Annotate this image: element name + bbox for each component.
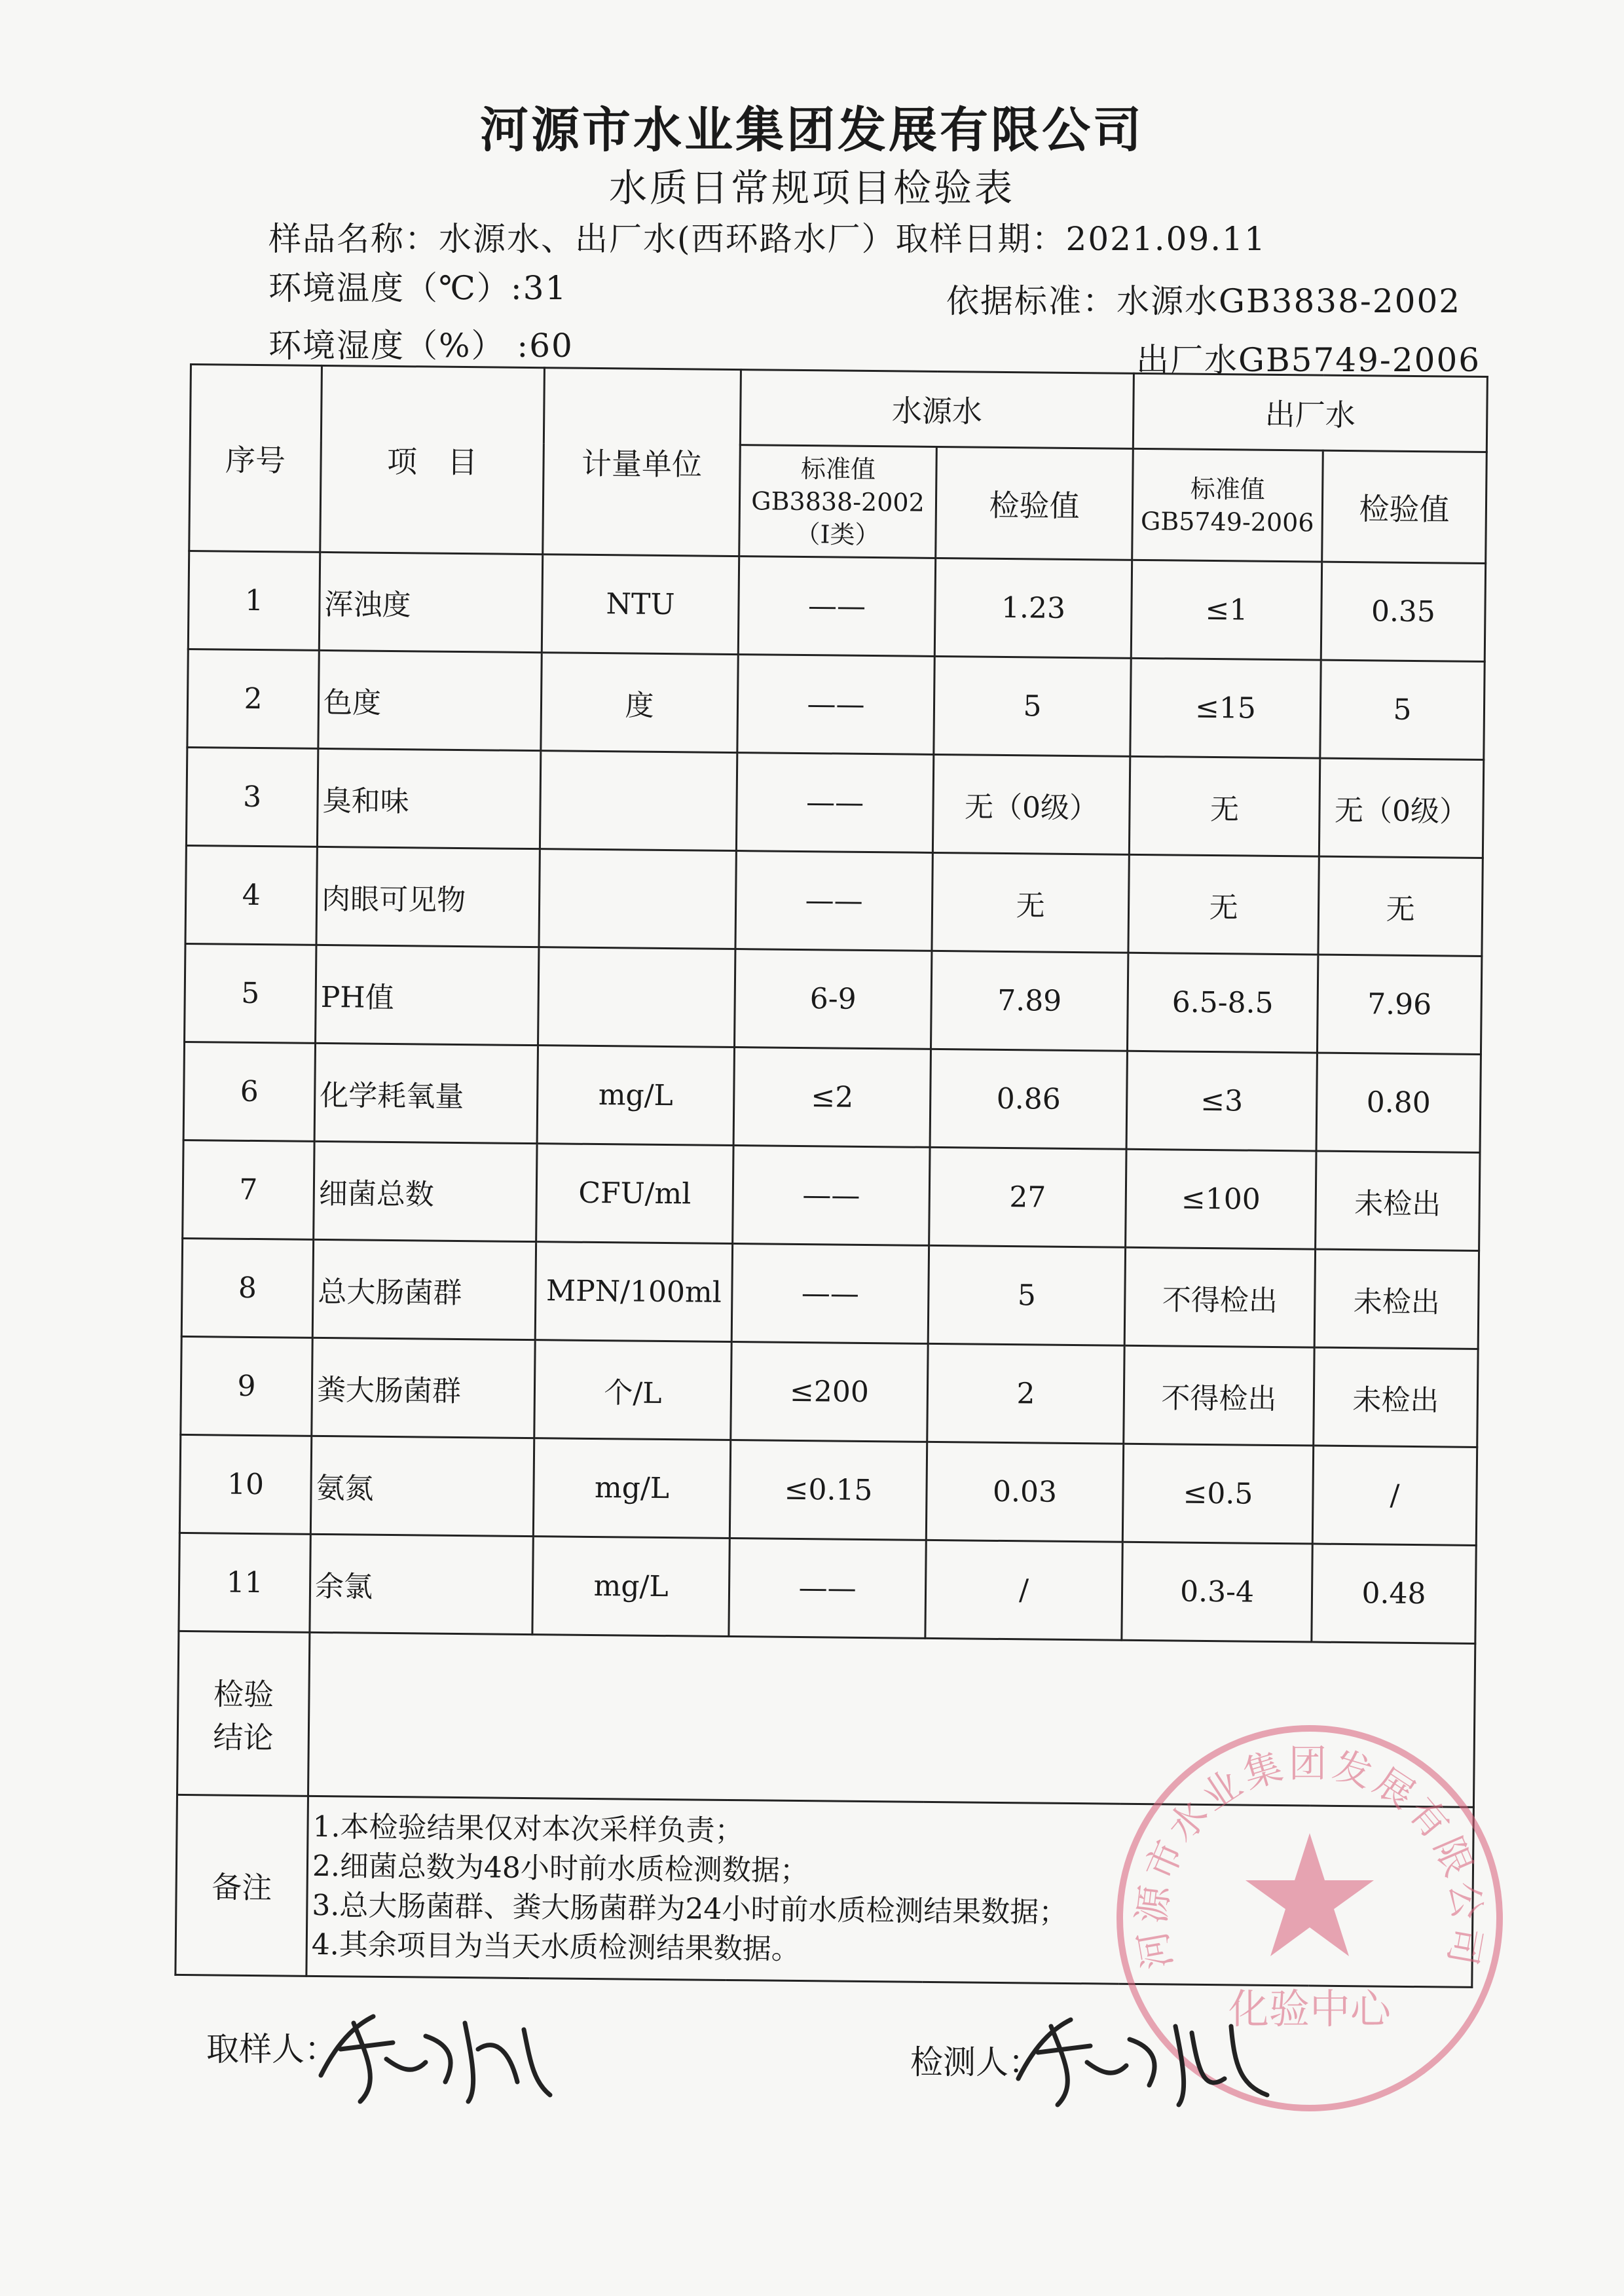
- cell-factory-standard: 无: [1128, 854, 1319, 955]
- cell-item: 总大肠菌群: [312, 1239, 536, 1339]
- table-row: [185, 943, 1482, 1054]
- header-factory-standard-l1: 标准值: [1190, 474, 1265, 504]
- table-row: [187, 649, 1485, 759]
- cell-no: 4: [185, 845, 317, 945]
- cell-item: 氨氮: [310, 1436, 534, 1536]
- header-source-standard-l3: （Ⅰ类）: [795, 519, 880, 549]
- cell-factory-standard: ≤15: [1130, 658, 1321, 758]
- cell-no: 1: [188, 551, 320, 651]
- cell-factory-standard: 无: [1129, 756, 1320, 856]
- cell-factory-standard: ≤100: [1126, 1149, 1316, 1249]
- cell-source-value: 0.03: [926, 1442, 1123, 1542]
- cell-no: 10: [179, 1434, 311, 1534]
- cell-factory-value: 未检出: [1314, 1347, 1478, 1447]
- cell-factory-standard: 不得检出: [1124, 1345, 1314, 1446]
- cell-factory-standard: 不得检出: [1124, 1247, 1315, 1347]
- cell-unit: [539, 849, 736, 949]
- conclusion-label-l1: 检验: [213, 1675, 274, 1712]
- cell-item: 细菌总数: [314, 1141, 537, 1241]
- header-unit: 计量单位: [543, 368, 741, 556]
- remark-4: 4.其余项目为当天水质检测结果数据。: [311, 1927, 801, 1967]
- header-source-standard-l2: GB3838-2002: [751, 486, 925, 517]
- cell-unit: mg/L: [537, 1046, 734, 1146]
- cell-factory-value: 0.48: [1312, 1544, 1476, 1643]
- cell-factory-standard: ≤0.5: [1122, 1444, 1313, 1544]
- cell-source-standard: ——: [738, 556, 935, 657]
- header-source-standard-l1: 标准值: [800, 454, 876, 484]
- cell-item: 化学耗氧量: [314, 1043, 538, 1143]
- cell-source-value: 27: [929, 1147, 1126, 1247]
- cell-source-standard: ——: [733, 1146, 930, 1246]
- cell-unit: MPN/100ml: [535, 1242, 732, 1342]
- cell-item: PH值: [316, 945, 539, 1045]
- cell-source-standard: ——: [735, 851, 932, 951]
- header-factory-water: 出厂水: [1133, 373, 1487, 452]
- header-factory-test-value: 检验值: [1322, 450, 1487, 563]
- cell-factory-standard: 0.3-4: [1122, 1542, 1312, 1642]
- cell-factory-value: 无（0级）: [1319, 758, 1483, 858]
- seal-center-text: 化验中心: [1228, 1985, 1392, 2033]
- cell-source-value: 5: [928, 1245, 1125, 1345]
- header-source-test-value: 检验值: [936, 446, 1134, 560]
- standard-line-2: 出厂水GB5749-2006: [1136, 341, 1481, 379]
- header-factory-standard: [1132, 448, 1323, 562]
- cell-source-value: 2: [927, 1343, 1124, 1444]
- conclusion-label: [177, 1631, 310, 1796]
- cell-source-value: 无: [932, 852, 1129, 953]
- header-no: 序号: [189, 365, 322, 553]
- cell-source-standard: ——: [736, 753, 933, 853]
- cell-source-standard: ≤2: [733, 1048, 931, 1148]
- cell-source-value: 无（0级）: [932, 754, 1130, 854]
- cell-unit: 个/L: [534, 1340, 731, 1440]
- cell-item: 粪大肠菌群: [312, 1338, 535, 1438]
- cell-no: 11: [179, 1533, 310, 1632]
- humidity-line: 环境湿度（%） :60: [268, 327, 574, 365]
- cell-source-standard: ≤200: [731, 1342, 928, 1442]
- cell-item: 浑浊度: [319, 552, 542, 652]
- table-row: [188, 551, 1485, 662]
- standard-line-1: 依据标准：水源水GB3838-2002: [946, 282, 1462, 320]
- cell-source-standard: ——: [737, 655, 934, 755]
- cell-no: 6: [183, 1042, 315, 1141]
- cell-factory-value: 7.96: [1317, 955, 1481, 1054]
- cell-no: 9: [181, 1336, 312, 1436]
- temperature-line: 环境温度（℃）:31: [268, 269, 568, 307]
- cell-factory-value: 未检出: [1316, 1151, 1480, 1250]
- cell-no: 2: [187, 649, 319, 748]
- header-source-standard: [739, 445, 937, 558]
- seal-star-icon: [1246, 1833, 1374, 1956]
- cell-factory-value: 5: [1320, 660, 1485, 759]
- table-row: [185, 845, 1483, 956]
- cell-source-value: 7.89: [931, 951, 1128, 1051]
- table-row: [179, 1434, 1477, 1545]
- remarks-label: 备注: [175, 1795, 308, 1976]
- cell-source-standard: ≤0.15: [729, 1440, 927, 1540]
- cell-source-value: 5: [934, 656, 1131, 756]
- cell-item: 臭和味: [317, 748, 540, 848]
- sample-name-line: 样品名称：水源水、出厂水(西环路水厂）取样日期：2021.09.11: [268, 220, 1266, 258]
- cell-unit: NTU: [542, 555, 739, 655]
- table-row: [181, 1238, 1479, 1349]
- cell-factory-standard: ≤1: [1131, 560, 1321, 660]
- cell-source-value: /: [925, 1540, 1122, 1640]
- header-item: 项 目: [320, 365, 545, 554]
- table-row: [179, 1533, 1476, 1643]
- table-row: [186, 747, 1483, 858]
- remark-3: 3.总大肠菌群、粪大肠菌群为24小时前水质检测结果数据；: [312, 1888, 1068, 1929]
- header-row-1: [190, 365, 1487, 452]
- cell-source-value: 0.86: [930, 1049, 1127, 1149]
- tester-label: 检测人：: [910, 2043, 1041, 2081]
- cell-factory-value: 0.80: [1316, 1053, 1481, 1152]
- cell-source-standard: 6-9: [735, 949, 932, 1049]
- conclusion-label-l2: 结论: [213, 1719, 274, 1755]
- cell-source-standard: ——: [731, 1244, 929, 1344]
- cell-no: 3: [186, 747, 318, 847]
- header-source-water: 水源水: [740, 370, 1134, 449]
- tester-signature: [1008, 2000, 1283, 2111]
- cell-source-value: 1.23: [934, 558, 1132, 658]
- cell-unit: CFU/ml: [536, 1144, 733, 1244]
- remark-1: 1.本检验结果仅对本次采样负责；: [312, 1810, 744, 1848]
- cell-no: 7: [183, 1140, 314, 1239]
- cell-no: 5: [185, 943, 316, 1043]
- header-factory-standard-l2: GB5749-2006: [1140, 506, 1314, 537]
- table-row: [183, 1042, 1481, 1152]
- cell-factory-standard: ≤3: [1126, 1051, 1317, 1151]
- table-row: [181, 1336, 1478, 1447]
- cell-factory-standard: 6.5-8.5: [1127, 953, 1318, 1053]
- cell-unit: 度: [541, 653, 738, 753]
- cell-item: 色度: [318, 650, 542, 750]
- seal-arc-text: 河源市水业集团发展有限公司: [1129, 1741, 1490, 1973]
- cell-unit: mg/L: [532, 1537, 729, 1637]
- sampler-signature: [314, 1997, 563, 2108]
- cell-unit: mg/L: [533, 1438, 730, 1539]
- cell-no: 8: [181, 1238, 313, 1338]
- table-row: [183, 1140, 1480, 1250]
- form-title: 水质日常规项目检验表: [608, 166, 1015, 210]
- cell-factory-value: /: [1312, 1446, 1477, 1545]
- cell-source-standard: ——: [729, 1538, 926, 1638]
- cell-factory-value: 0.35: [1321, 562, 1485, 661]
- cell-item: 肉眼可见物: [316, 847, 540, 947]
- remark-2: 2.细菌总数为48小时前水质检测数据；: [312, 1849, 809, 1888]
- sampler-label: 取样人：: [206, 2030, 337, 2068]
- cell-factory-value: 无: [1318, 856, 1483, 956]
- cell-unit: [538, 947, 735, 1048]
- cell-unit: [540, 751, 737, 851]
- cell-item: 余氯: [310, 1534, 533, 1634]
- company-name: 河源市水业集团发展有限公司: [480, 102, 1144, 158]
- cell-factory-value: 未检出: [1314, 1249, 1479, 1349]
